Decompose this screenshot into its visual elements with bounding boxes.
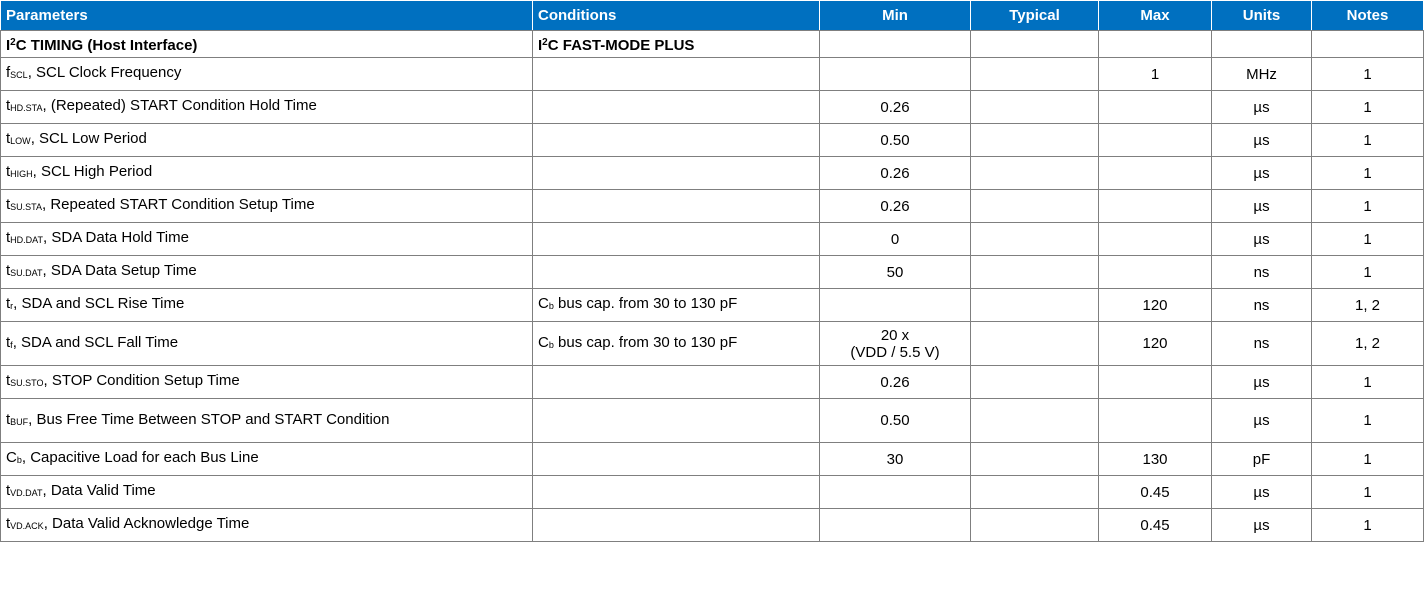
notes-cell: 1 bbox=[1312, 58, 1424, 91]
parameter-cell: $t_{HD.STA}$, (Repeated) START Condition Hold Time bbox=[1, 91, 533, 124]
max-cell: 1 bbox=[1099, 58, 1212, 91]
notes-cell: 1 bbox=[1312, 190, 1424, 223]
condition-cell bbox=[533, 256, 820, 289]
max-cell bbox=[1099, 124, 1212, 157]
notes-cell: 1 bbox=[1312, 157, 1424, 190]
min-cell: 0.26 bbox=[820, 157, 971, 190]
condition-cell bbox=[533, 366, 820, 399]
table-row bbox=[1, 366, 1424, 399]
units-cell: µs bbox=[1212, 476, 1312, 509]
typical-cell bbox=[971, 443, 1099, 476]
units-cell: µs bbox=[1212, 190, 1312, 223]
header-conditions: Conditions bbox=[533, 1, 820, 31]
typical-cell bbox=[971, 399, 1099, 443]
parameter-cell: $t_{SU.DAT}$, SDA Data Setup Time bbox=[1, 256, 533, 289]
typical-cell bbox=[971, 289, 1099, 322]
table-row bbox=[1, 443, 1424, 476]
units-cell: MHz bbox=[1212, 58, 1312, 91]
parameter-cell: $t_{HD.DAT}$, SDA Data Hold Time bbox=[1, 223, 533, 256]
units-cell: µs bbox=[1212, 157, 1312, 190]
condition-cell bbox=[533, 58, 820, 91]
parameter-cell: $t_{BUF}$, Bus Free Time Between STOP and START Condition bbox=[1, 399, 533, 443]
condition-cell bbox=[533, 223, 820, 256]
parameter-cell: $C_b$, Capacitive Load for each Bus Line bbox=[1, 443, 533, 476]
units-cell: ns bbox=[1212, 256, 1312, 289]
max-cell bbox=[1099, 190, 1212, 223]
typical-cell bbox=[971, 157, 1099, 190]
condition-cell bbox=[533, 476, 820, 509]
max-cell: 130 bbox=[1099, 443, 1212, 476]
table-row bbox=[1, 476, 1424, 509]
units-cell: µs bbox=[1212, 509, 1312, 542]
min-cell bbox=[820, 476, 971, 509]
max-cell: 0.45 bbox=[1099, 476, 1212, 509]
min-cell: 30 bbox=[820, 443, 971, 476]
parameter-cell: $t_{SU.STA}$, Repeated START Condition Setup Time bbox=[1, 190, 533, 223]
parameter-cell: $t_f$, SDA and SCL Fall Time bbox=[1, 322, 533, 366]
table-row bbox=[1, 509, 1424, 542]
max-cell bbox=[1099, 223, 1212, 256]
table-row bbox=[1, 289, 1424, 322]
header-max: Max bbox=[1099, 1, 1212, 31]
header-units: Units bbox=[1212, 1, 1312, 31]
max-cell: 120 bbox=[1099, 289, 1212, 322]
typical-cell bbox=[971, 322, 1099, 366]
min-cell: 20 x (VDD / 5.5 V) bbox=[820, 322, 971, 366]
notes-cell: 1 bbox=[1312, 443, 1424, 476]
parameter-cell: $t_{SU.STO}$, STOP Condition Setup Time bbox=[1, 366, 533, 399]
units-cell: µs bbox=[1212, 366, 1312, 399]
notes-cell: 1 bbox=[1312, 124, 1424, 157]
condition-cell bbox=[533, 157, 820, 190]
header-row bbox=[1, 1, 1424, 31]
units-cell: µs bbox=[1212, 124, 1312, 157]
notes-cell: 1, 2 bbox=[1312, 289, 1424, 322]
min-cell: 0 bbox=[820, 223, 971, 256]
condition-cell bbox=[533, 399, 820, 443]
min-cell bbox=[820, 58, 971, 91]
section-title: $I^2C$ TIMING (Host Interface) bbox=[1, 31, 533, 58]
condition-cell bbox=[533, 190, 820, 223]
table-row bbox=[1, 58, 1424, 91]
units-cell: pF bbox=[1212, 443, 1312, 476]
table-row bbox=[1, 223, 1424, 256]
units-cell: ns bbox=[1212, 289, 1312, 322]
notes-cell: 1 bbox=[1312, 509, 1424, 542]
table-row bbox=[1, 399, 1424, 443]
parameter-cell: $f_{SCL}$, SCL Clock Frequency bbox=[1, 58, 533, 91]
parameter-cell: $t_{VD.ACK}$, Data Valid Acknowledge Time bbox=[1, 509, 533, 542]
max-cell bbox=[1099, 256, 1212, 289]
typical-cell bbox=[971, 509, 1099, 542]
units-cell: µs bbox=[1212, 223, 1312, 256]
parameter-cell: $t_r$, SDA and SCL Rise Time bbox=[1, 289, 533, 322]
max-cell: 120 bbox=[1099, 322, 1212, 366]
min-cell: 0.26 bbox=[820, 366, 971, 399]
typical-cell bbox=[971, 366, 1099, 399]
units-cell: ns bbox=[1212, 322, 1312, 366]
max-cell bbox=[1099, 91, 1212, 124]
section-empty-cell bbox=[820, 31, 971, 58]
notes-cell: 1, 2 bbox=[1312, 322, 1424, 366]
table-row bbox=[1, 157, 1424, 190]
condition-cell bbox=[533, 509, 820, 542]
min-cell: 50 bbox=[820, 256, 971, 289]
parameter-cell: $t_{LOW}$, SCL Low Period bbox=[1, 124, 533, 157]
table-row bbox=[1, 256, 1424, 289]
condition-cell: $C_b$ bus cap. from 30 to 130 pF bbox=[533, 289, 820, 322]
notes-cell: 1 bbox=[1312, 399, 1424, 443]
min-cell: 0.50 bbox=[820, 399, 971, 443]
notes-cell: 1 bbox=[1312, 256, 1424, 289]
section-empty-cell bbox=[1212, 31, 1312, 58]
max-cell bbox=[1099, 399, 1212, 443]
notes-cell: 1 bbox=[1312, 223, 1424, 256]
typical-cell bbox=[971, 58, 1099, 91]
typical-cell bbox=[971, 223, 1099, 256]
table-row bbox=[1, 190, 1424, 223]
typical-cell bbox=[971, 256, 1099, 289]
condition-cell bbox=[533, 443, 820, 476]
notes-cell: 1 bbox=[1312, 476, 1424, 509]
max-cell bbox=[1099, 366, 1212, 399]
typical-cell bbox=[971, 476, 1099, 509]
section-empty-cell bbox=[1099, 31, 1212, 58]
min-cell: 0.26 bbox=[820, 91, 971, 124]
typical-cell bbox=[971, 190, 1099, 223]
header-parameters: Parameters bbox=[1, 1, 533, 31]
notes-cell: 1 bbox=[1312, 366, 1424, 399]
section-condition: $I^2C$ FAST-MODE PLUS bbox=[533, 31, 820, 58]
units-cell: µs bbox=[1212, 399, 1312, 443]
units-cell: µs bbox=[1212, 91, 1312, 124]
min-cell bbox=[820, 509, 971, 542]
table-row bbox=[1, 124, 1424, 157]
header-notes: Notes bbox=[1312, 1, 1424, 31]
table-row bbox=[1, 91, 1424, 124]
parameter-cell: $t_{VD.DAT}$, Data Valid Time bbox=[1, 476, 533, 509]
section-row bbox=[1, 31, 1424, 58]
header-typical: Typical bbox=[971, 1, 1099, 31]
condition-cell: $C_b$ bus cap. from 30 to 130 pF bbox=[533, 322, 820, 366]
max-cell bbox=[1099, 157, 1212, 190]
header-min: Min bbox=[820, 1, 971, 31]
max-cell: 0.45 bbox=[1099, 509, 1212, 542]
section-empty-cell bbox=[971, 31, 1099, 58]
condition-cell bbox=[533, 91, 820, 124]
table-row bbox=[1, 322, 1424, 366]
parameter-cell: $t_{HIGH}$, SCL High Period bbox=[1, 157, 533, 190]
typical-cell bbox=[971, 124, 1099, 157]
min-cell: 0.50 bbox=[820, 124, 971, 157]
min-cell: 0.26 bbox=[820, 190, 971, 223]
section-empty-cell bbox=[1312, 31, 1424, 58]
condition-cell bbox=[533, 124, 820, 157]
min-cell bbox=[820, 289, 971, 322]
notes-cell: 1 bbox=[1312, 91, 1424, 124]
typical-cell bbox=[971, 91, 1099, 124]
